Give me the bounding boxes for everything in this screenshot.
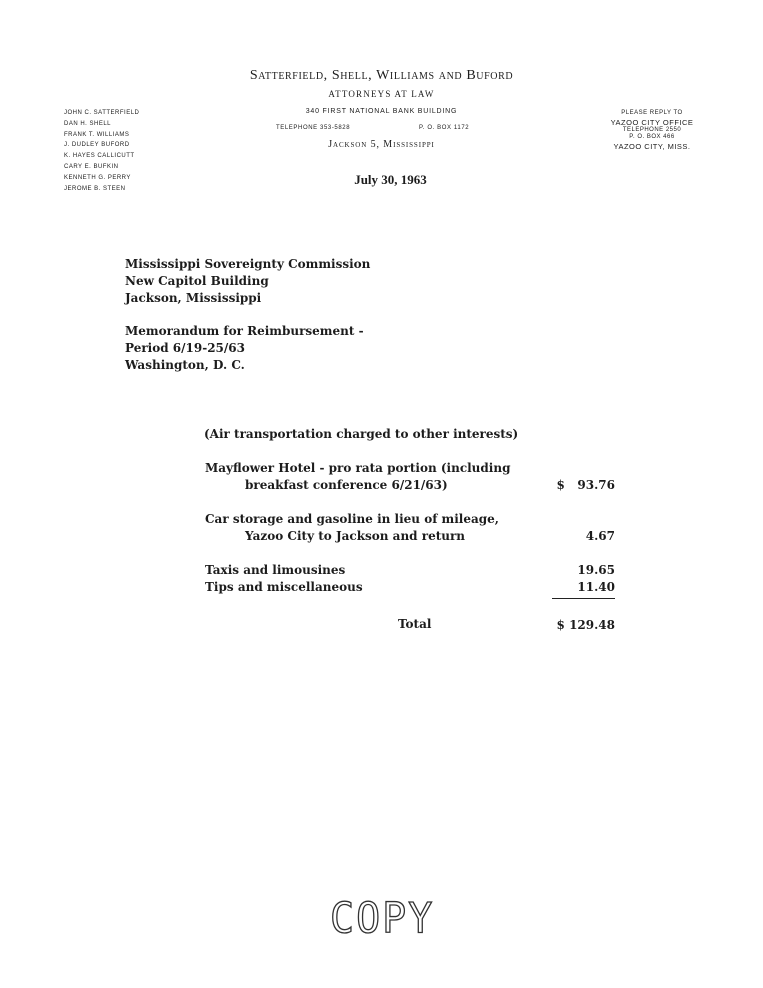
partner-name: JOHN C. SATTERFIELD xyxy=(64,110,140,116)
expense-amount: 19.65 xyxy=(577,563,615,577)
reply-line: PLEASE REPLY TO xyxy=(621,110,683,116)
sum-rule xyxy=(552,598,615,599)
memo-line: Period 6/19-25/63 xyxy=(125,341,245,355)
partner-name: J. DUDLEY BUFORD xyxy=(64,142,130,149)
recipient-line: Mississippi Sovereignty Commission xyxy=(125,257,371,271)
letter-date: July 30, 1963 xyxy=(354,172,427,187)
recipient-line: New Capitol Building xyxy=(125,274,269,288)
memo-line: Washington, D. C. xyxy=(125,358,245,372)
expense-amount: 11.40 xyxy=(577,580,615,594)
copy-stamp: COPY xyxy=(330,894,435,944)
transport-note: (Air transportation charged to other interests) xyxy=(204,427,519,441)
expense-item: Car storage and gasoline in lieu of mileage, xyxy=(205,512,499,526)
partner-name: DAN H. SHELL xyxy=(64,120,112,127)
partner-name: K. HAYES CALLICUTT xyxy=(64,153,135,160)
firm-subtitle: ATTORNEYS AT LAW xyxy=(328,89,435,99)
firm-telephone: TELEPHONE 353-5828 xyxy=(276,125,351,131)
partner-name: KENNETH G. PERRY xyxy=(64,174,131,181)
reply-po-box: P. O. BOX 466 xyxy=(629,134,675,141)
firm-address: 340 FIRST NATIONAL BANK BUILDING xyxy=(305,108,458,115)
expense-item: Taxis and limousines xyxy=(205,563,346,577)
partner-name: FRANK T. WILLIAMS xyxy=(64,131,130,138)
reply-city: YAZOO CITY, MISS. xyxy=(613,141,691,151)
partner-name: CARY E. BUFKIN xyxy=(64,163,119,170)
reply-telephone: TELEPHONE 2550 xyxy=(622,126,682,133)
reply-office: YAZOO CITY OFFICE xyxy=(610,117,694,127)
expense-item: Tips and miscellaneous xyxy=(205,580,363,594)
firm-city: Jackson 5, Mississippi xyxy=(328,139,435,150)
reply-to-block xyxy=(596,110,708,151)
firm-po-box: P. O. BOX 1172 xyxy=(419,125,470,131)
firm-name: Satterfield, Shell, Williams and Buford xyxy=(249,68,514,83)
expense-amount: 4.67 xyxy=(585,529,615,543)
expense-item-detail: Yazoo City to Jackson and return xyxy=(245,529,466,543)
memo-line: Memorandum for Reimbursement - xyxy=(125,324,364,338)
expense-item-detail: breakfast conference 6/21/63) xyxy=(245,478,448,492)
expense-amount: $ 93.76 xyxy=(556,478,615,492)
total-amount: $ 129.48 xyxy=(556,618,615,632)
expense-item: Mayflower Hotel - pro rata portion (including xyxy=(205,461,511,475)
partner-name: JEROME B. STEEN xyxy=(64,185,126,192)
recipient-line: Jackson, Mississippi xyxy=(125,291,262,305)
total-label: Total xyxy=(398,617,432,631)
